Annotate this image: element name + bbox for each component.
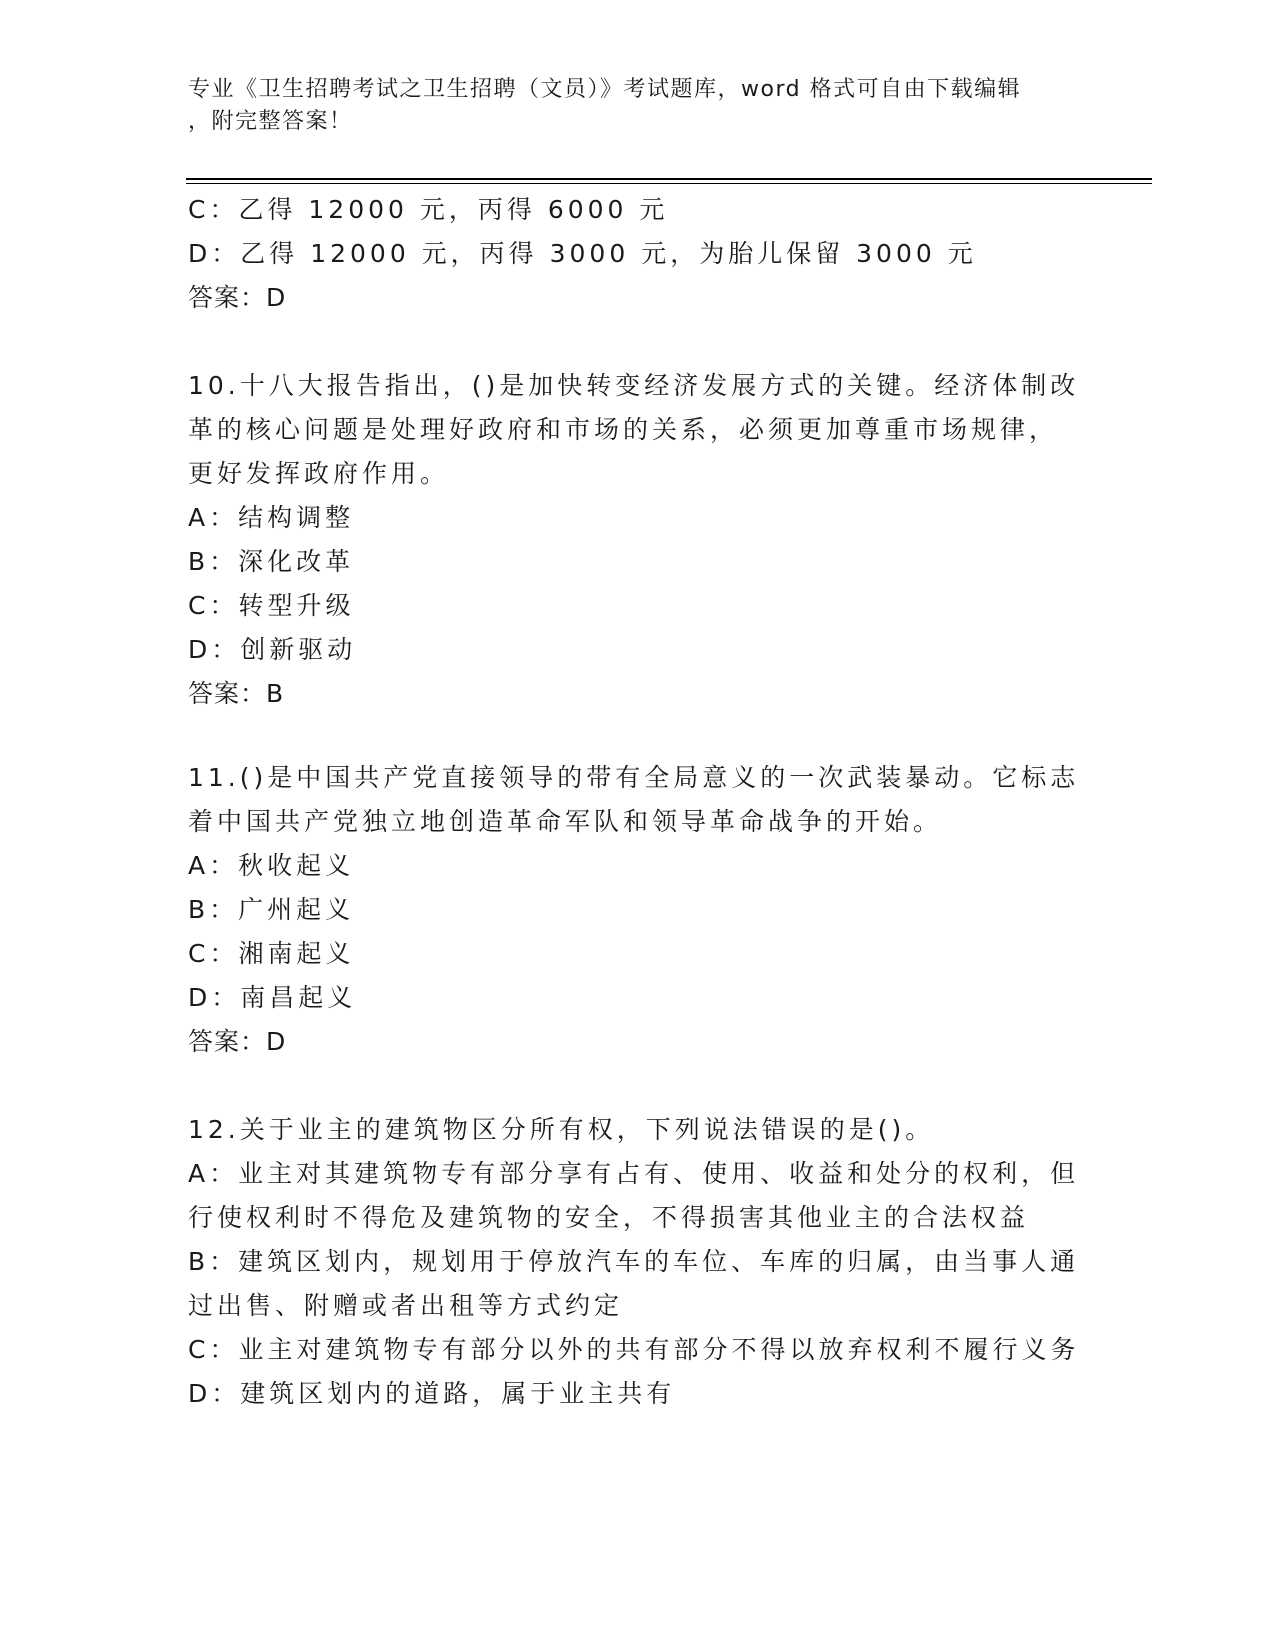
question-12-option-a-cont: 行使权利时不得危及建筑物的安全，不得损害其他业主的合法权益 xyxy=(188,1203,1030,1232)
question-11-answer: 答案：D xyxy=(188,1027,287,1056)
question-12-text: 12.关于业主的建筑物区分所有权，下列说法错误的是()。 xyxy=(188,1115,935,1144)
question-12-option-d: D：建筑区划内的道路，属于业主共有 xyxy=(188,1379,676,1408)
header-divider xyxy=(186,178,1152,180)
option-d: D：乙得 12000 元，丙得 3000 元，为胎儿保留 3000 元 xyxy=(188,239,977,268)
question-11-text: 11.()是中国共产党直接领导的带有全局意义的一次武装暴动。它标志 xyxy=(188,763,1080,792)
question-11-option-b: B：广州起义 xyxy=(188,895,355,924)
question-11-option-c: C：湘南起义 xyxy=(188,939,355,968)
question-10-text: 革的核心问题是处理好政府和市场的关系，必须更加尊重市场规律， xyxy=(188,415,1059,444)
question-12-option-b: B：建筑区划内，规划用于停放汽车的车位、车库的归属，由当事人通 xyxy=(188,1247,1080,1276)
question-10-answer: 答案：B xyxy=(188,679,285,708)
question-10-option-d: D：创新驱动 xyxy=(188,635,357,664)
question-10-option-c: C：转型升级 xyxy=(188,591,355,620)
option-c: C：乙得 12000 元，丙得 6000 元 xyxy=(188,195,669,224)
question-10-option-b: B：深化改革 xyxy=(188,547,355,576)
question-10-text: 10.十八大报告指出，()是加快转变经济发展方式的关键。经济体制改 xyxy=(188,371,1080,400)
question-12-option-b-cont: 过出售、附赠或者出租等方式约定 xyxy=(188,1291,624,1320)
header-divider-thin xyxy=(186,183,1152,184)
question-10-text: 更好发挥政府作用。 xyxy=(188,459,450,488)
question-12-option-c: C：业主对建筑物专有部分以外的共有部分不得以放弃权利不履行义务 xyxy=(188,1335,1080,1364)
question-12-option-a: A：业主对其建筑物专有部分享有占有、使用、收益和处分的权利，但 xyxy=(188,1159,1080,1188)
question-11-option-a: A：秋收起义 xyxy=(188,851,355,880)
question-10-option-a: A：结构调整 xyxy=(188,503,355,532)
header-title-line-1: 专业《卫生招聘考试之卫生招聘（文员）》考试题库，word 格式可自由下载编辑 xyxy=(188,77,1022,102)
answer: 答案：D xyxy=(188,283,287,312)
question-11-option-d: D：南昌起义 xyxy=(188,983,357,1012)
header-title-line-2: ，附完整答案！ xyxy=(188,109,353,134)
question-11-text: 着中国共产党独立地创造革命军队和领导革命战争的开始。 xyxy=(188,807,943,836)
